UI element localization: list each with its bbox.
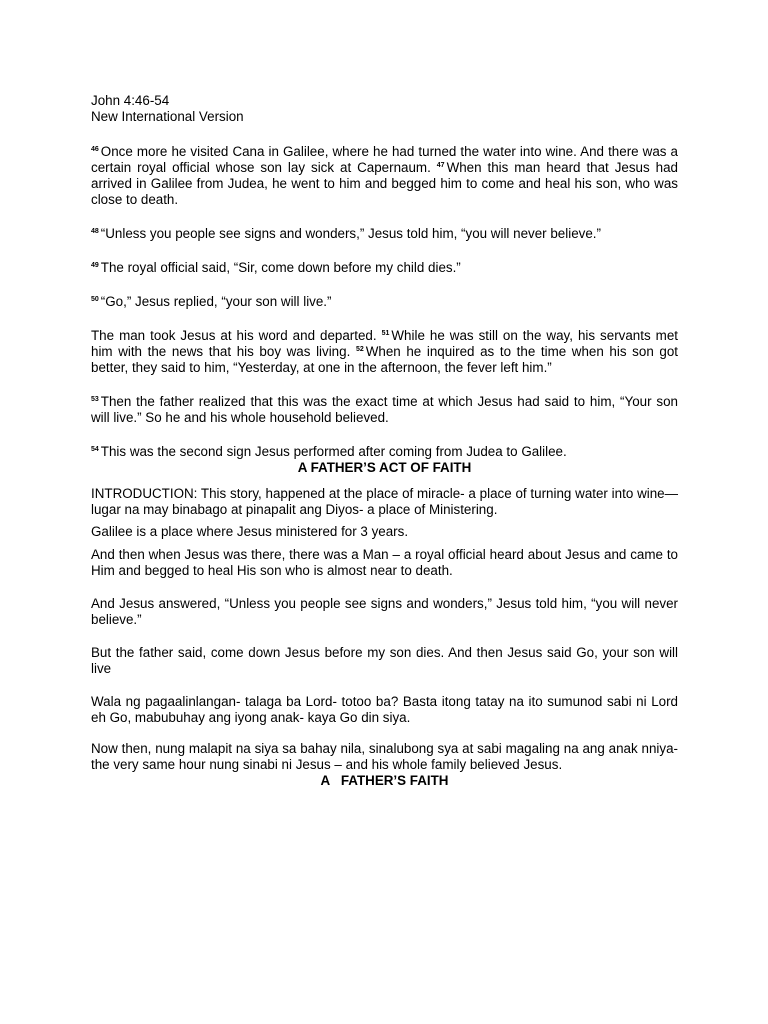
body-paragraph: Galilee is a place where Jesus ministered for 3 years. [91,524,409,539]
verse-number: 48 [91,228,99,235]
verse-text: The man took Jesus at his word and departed. [91,328,377,343]
verse-number: 54 [91,446,99,453]
scripture-paragraph [91,444,678,460]
scripture-paragraph [91,294,678,310]
scripture-reference: John 4:46-54 [91,93,170,108]
verse-number: 46 [91,146,99,153]
document-body [91,93,678,789]
verse-text: When he inquired as to the time when his son got better, they said to him, “Yesterday, at one in the afternoon, the fever left him.” [91,344,678,375]
body-paragraph: But the father said, come down Jesus before my son dies. And then Jesus said Go, your son will live [91,645,678,676]
verse-text: Then the father realized that this was the exact time at which Jesus had said to him, “Your son will live.” So he and his whole household believed. [91,394,678,425]
scripture-paragraph [91,328,678,376]
verse-number: 47 [436,162,445,169]
verse-number: 49 [91,262,99,269]
verse-text: When this man heard that Jesus had arrived in Galilee from Judea, he went to him and begged him to come and heal his son, who was close to death. [91,160,678,207]
body-paragraph: Wala ng pagaalinlangan- talaga ba Lord- totoo ba? Basta itong tatay na ito sumunod sabi ni Lord eh Go, mabubuhay ang iyong anak- kaya Go din siya. [91,694,678,725]
body-paragraph: INTRODUCTION: This story, happened at the place of miracle- a place of turning water into wine—lugar na may binabago at pinapalit ang Diyos- a place of Ministering. [91,486,678,517]
verse-number: 50 [91,296,99,303]
scripture-paragraph [91,260,678,276]
scripture-paragraph [91,144,678,208]
verse-text: This was the second sign Jesus performed after coming from Judea to Galilee. [100,444,567,459]
verse-text: Once more he visited Cana in Galilee, where he had turned the water into wine. And there was a certain royal official whose son lay sick at Capernaum. [91,144,678,175]
scripture-paragraph [91,226,678,242]
scripture-paragraph [91,394,678,426]
section-heading: A FATHER’S ACT OF FAITH [297,460,472,475]
verse-number: 51 [381,330,390,337]
body-paragraph: And Jesus answered, “Unless you people see signs and wonders,” Jesus told him, “you will never believe.” [91,596,678,627]
body-paragraph: And then when Jesus was there, there was a Man – a royal official heard about Jesus and came to Him and begged to heal His son who is almost near to death. [91,547,678,578]
bible-version: New International Version [91,109,244,124]
verse-text: “Unless you people see signs and wonders,” Jesus told him, “you will never believe.” [100,226,601,241]
verse-text: While he was still on the way, his servants met him with the news that his boy was living. [91,328,678,359]
verse-text: “Go,” Jesus replied, “your son will live.” [100,294,332,309]
verse-number: 52 [355,346,364,353]
verse-number: 53 [91,396,99,403]
verse-text: The royal official said, “Sir, come down before my child dies.” [100,260,461,275]
section-heading: A FATHER’S FAITH [320,773,449,788]
body-paragraph: Now then, nung malapit na siya sa bahay nila, sinalubong sya at sabi magaling na ang anak nniya- the very same hour nung sinabi ni Jesus – and his whole family believed Jesus. [91,741,678,772]
